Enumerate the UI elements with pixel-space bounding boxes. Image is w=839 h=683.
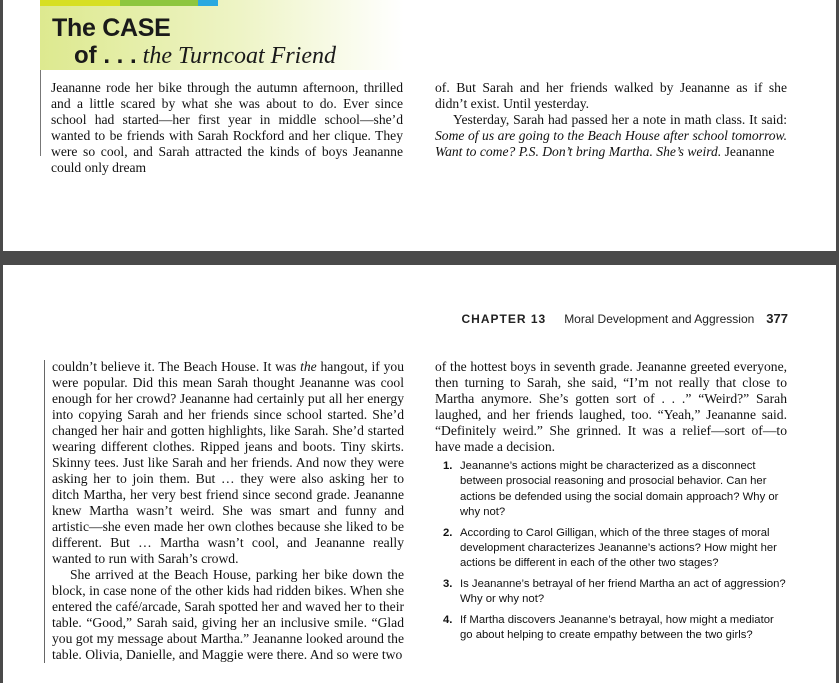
of-label: of . . . xyxy=(74,42,137,69)
accent-yellow-segment xyxy=(40,0,120,6)
question-text: Jeananne’s actions might be characterized as a disconnect between prosocial reasoning and prosocial behavior. Can her actions be defended using the social domain approach? Why or why not? xyxy=(460,460,779,519)
accent-green-segment xyxy=(120,0,198,6)
title-side-rule xyxy=(40,70,41,156)
accent-color-strip xyxy=(40,0,218,6)
question-item xyxy=(435,459,787,521)
column-side-rule xyxy=(44,360,45,663)
case-title xyxy=(74,42,336,70)
opening-paragraph: Jeananne rode her bike through the autumn afternoon, thrilled and a little scared by what she was about to do. Ever since school had started—her first year in middle school—she’d wanted to be friends with Sarah Rockford and her clique. They were so cool, and Sarah attracted the kinds of boys Jeananne could only dream xyxy=(51,80,403,175)
question-number: 4. xyxy=(443,613,453,626)
question-number: 2. xyxy=(443,526,453,539)
question-text: Is Jeananne’s betrayal of her friend Martha an act of aggression? Why or why not? xyxy=(460,577,786,606)
running-header xyxy=(462,311,789,326)
question-item xyxy=(435,577,787,608)
note-intro: Yesterday, Sarah had passed her a note in math class. It said: xyxy=(453,112,787,127)
story-paragraph-3: of the hottest boys in seventh grade. Jeananne greeted everyone, then turning to Sarah, she said, “I’m not really that close to Martha anymore. She’s gotten sort of . . .” “Weird?” Sarah laughed, and her friends laughed, too. “Yeah,” Jeananne said. “Definitely weird.” She grinned. It was a relief—sort of—to have made a decision. xyxy=(435,359,787,454)
note-outro: Jeananne xyxy=(721,144,775,159)
question-number: 3. xyxy=(443,577,453,590)
section-title: Moral Development and Aggression xyxy=(564,312,755,326)
case-label: The CASE xyxy=(52,14,171,42)
paragraph-continuation: of. But Sarah and her friends walked by Jeananne as if she didn’t exist. Until yesterday. xyxy=(435,80,787,111)
chapter-label: CHAPTER 13 xyxy=(461,312,547,326)
accent-blue-segment xyxy=(198,0,218,6)
question-text: According to Carol Gilligan, which of the three stages of moral development characterizes Jeananne’s actions? How might her actions be different in each of the other two stages? xyxy=(460,526,777,570)
question-number: 1. xyxy=(443,460,453,472)
question-text: If Martha discovers Jeananne’s betrayal, how might a mediator go about helping to create empathy between the two girls? xyxy=(460,613,774,642)
story-emphasis: the xyxy=(300,359,317,374)
question-item xyxy=(435,613,787,644)
page-top xyxy=(3,0,836,251)
bottom-left-column xyxy=(52,359,404,663)
story-text-b: hangout, if you were popular. Did this mean Sarah thought Jeananne was cool enough for her crowd? Jeananne had certainly put all her energy into copying Sarah and her friends since school started. She’d changed her hair and gotten highlights, like Sarah. She’d started wearing different clothes. Ripped jeans and boots. Tiny skirts. Skinny tees. Just like Sarah and her friends. And now they were asking her to join them. But … they were also asking her to ditch Martha, her very best friend since second grade. Jeananne knew Martha wasn’t weird. She was smart and funny and artistic—she even made her own clothes because she liked to be different. But … Martha wasn’t cool, and Jeananne really wanted to run with Sarah’s crowd. xyxy=(52,359,404,566)
page-number: 377 xyxy=(766,311,788,326)
story-paragraph-1 xyxy=(52,359,404,567)
top-left-column xyxy=(51,80,403,176)
note-text: Some of us are going to the Beach House after school tomorrow. Want to come? P.S. Don’t bring Martha. She’s weird. xyxy=(435,128,787,159)
note-paragraph xyxy=(435,112,787,160)
story-text-a: couldn’t believe it. The Beach House. It was xyxy=(52,359,301,374)
bottom-right-column xyxy=(435,359,787,648)
page-bottom xyxy=(3,265,836,683)
case-name: the Turncoat Friend xyxy=(142,43,336,69)
question-item xyxy=(435,526,787,572)
discussion-questions xyxy=(435,459,787,643)
story-paragraph-2: She arrived at the Beach House, parking her bike down the block, in case none of the other kids had ridden bikes. When she entered the café/arcade, Sarah spotted her and waved her to their table. “Good,” Sarah said, giving her an inclusive smile. “Glad you got my message about Martha.” Jeananne looked around the table. Olivia, Danielle, and Maggie were there. And so were two xyxy=(52,567,404,662)
top-right-column xyxy=(435,80,787,160)
